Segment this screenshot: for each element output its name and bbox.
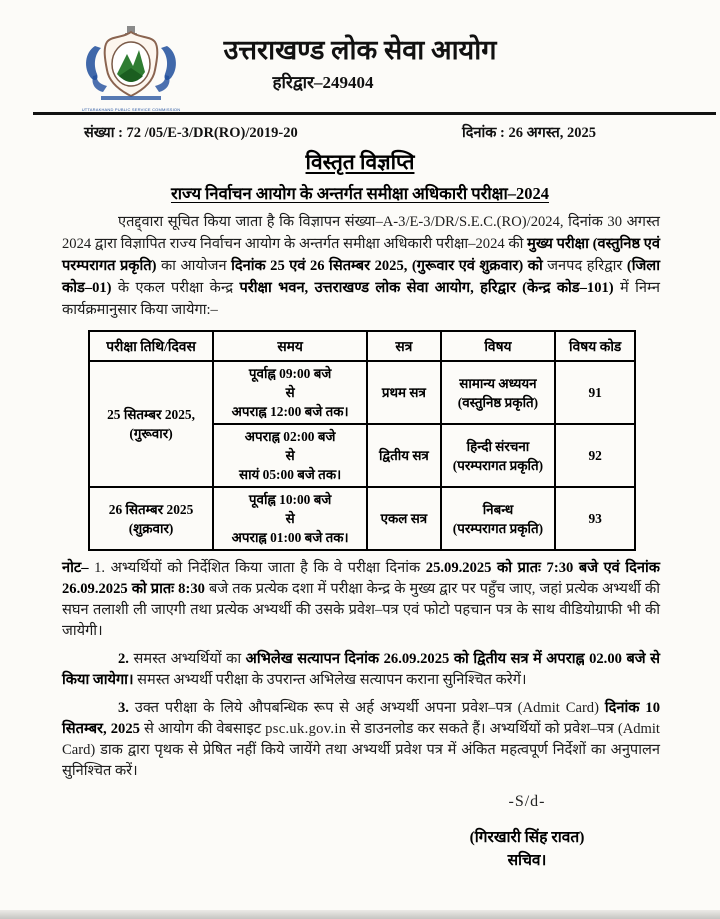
- document-subtitle: राज्य निर्वाचन आयोग के अन्तर्गत समीक्षा अधिकारी परीक्षा–2024: [170, 184, 549, 203]
- signatory-name: (गिरखारी सिंह रावत): [469, 829, 585, 846]
- exam-schedule-table: [88, 330, 636, 551]
- cell-time-session1: पूर्वाह्न 09:00 बजे से अपराह्न 12:00 बजे तक।: [213, 361, 367, 424]
- org-name: उत्तराखण्ड लोक सेवा आयोग: [223, 35, 497, 65]
- col-header-session: सत्र: [367, 331, 440, 361]
- commission-website-text: psc.uk.gov.in: [265, 721, 347, 737]
- note-2: 2. समस्त अभ्यर्थियों का अभिलेख सत्यापन दिनांक 26.09.2025 को द्वितीय सत्र में अपराह्न 02.00 बजे से किया जायेगा। समस्त अभ्यर्थी परीक्षा के उपरान्त अभिलेख सत्यापन कराना सुनिश्चित करेगें।: [62, 651, 660, 688]
- logo-caption-text: UTTARAKHAND PUBLIC SERVICE COMMISSION: [81, 107, 181, 112]
- cell-date-day2: 26 सितम्बर 2025 (शुक्रवार): [89, 487, 213, 550]
- cell-time-session2: अपराह्न 02:00 बजे से सायं 05:00 बजे तक।: [213, 424, 367, 487]
- intro-centre-name: परीक्षा भवन, उत्तराखण्ड लोक सेवा आयोग, हरिद्वार (केन्द्र कोड–101): [239, 280, 614, 296]
- intro-paragraph: एतद्द्वारा सूचित किया जाता है कि विज्ञापन संख्या–A-3/E-3/DR/S.E.C.(RO)/2024, दिनांक 30 अगस्त 2024 द्वारा विज्ञापित राज्य निर्वाचन आयोग के अन्तर्गत समीक्षा अधिकारी परीक्षा–2024 की मुख्य परीक्षा (वस्तुनिष्ठ एवं परम्परागत प्रकृति) का आयोजन दिनांक 25 एवं 26 सितम्बर 2025, (गुरूवार एवं शुक्रवार) को जनपद हरिद्वार (जिला कोड–01) के एकल परीक्षा केन्द्र परीक्षा भवन, उत्तराखण्ड लोक सेवा आयोग, हरिद्वार (केन्द्र कोड–101) में निम्न कार्यक्रमानुसार किया जायेगा:–: [62, 214, 661, 318]
- note-3: 3. उक्त परीक्षा के लिये औपबन्धिक रूप से अर्ह अभ्यर्थी अपना प्रवेश–पत्र (Admit Card) दिनांक 10 सितम्बर, 2025 से आयोग की वेबसाइट psc.uk.gov.in से डाउनलोड कर सकते हैं। अभ्यर्थियों को प्रवेश–पत्र (Admit Card) डाक द्वारा पृथक से प्रेषित नहीं किये जायेंगे तथा अभ्यर्थी प्रवेश पत्र में अंकित महत्वपूर्ण निर्देशों का अनुपालन सुनिश्चित करें।: [62, 700, 660, 779]
- col-header-date: परीक्षा तिथि/दिवस: [89, 331, 213, 361]
- intro-exam-name: मुख्य परीक्षा (वस्तुनिष्ठ एवं परम्परागत प्रकृति): [62, 236, 660, 274]
- note1-reporting-times: 25.09.2025 को प्रातः 7:30 बजे एवं दिनांक 26.09.2025 को प्रातः 8:30: [62, 560, 660, 597]
- col-header-subject: विषय: [441, 331, 556, 361]
- signature-block: [410, 793, 644, 870]
- reference-number: संख्या : 72 /05/E-3/DR(RO)/2019-20: [84, 125, 298, 141]
- notification-date: दिनांक : 26 अगस्त, 2025: [462, 125, 596, 141]
- cell-session1: प्रथम सत्र: [367, 361, 440, 424]
- table-row-day2: [89, 487, 635, 550]
- cell-subject-session2: हिन्दी संरचना (परम्परागत प्रकृति): [441, 424, 556, 487]
- document-title: विस्तृत विज्ञप्ति: [305, 150, 415, 174]
- cell-code-91: 91: [555, 361, 635, 424]
- cell-code-93: 93: [555, 487, 635, 550]
- cell-subject-day2: निबन्ध (परम्परागत प्रकृति): [441, 487, 556, 550]
- intro-district-code: (जिला कोड–01): [62, 258, 660, 296]
- cell-code-92: 92: [555, 424, 635, 487]
- col-header-code: विषय कोड: [555, 331, 635, 361]
- cell-time-day2: पूर्वाह्न 10:00 बजे से अपराह्न 01:00 बजे तक।: [213, 487, 367, 550]
- table-header-row: [89, 331, 635, 361]
- table-row-session1: [89, 361, 635, 424]
- scan-edge-shadow: [0, 910, 720, 919]
- note-label: नोट–: [62, 560, 89, 576]
- reference-row: [0, 115, 720, 142]
- note2-verification-schedule: अभिलेख सत्यापन दिनांक 26.09.2025 को द्वितीय सत्र में अपराह्न 02.00 बजे से किया जायेगा।: [62, 651, 660, 688]
- cell-date-day1: 25 सितम्बर 2025, (गुरूवार): [89, 361, 213, 487]
- cell-session2: द्वितीय सत्र: [367, 424, 440, 487]
- intro-exam-dates: दिनांक 25 एवं 26 सितम्बर 2025, (गुरूवार एवं शुक्रवार) को: [231, 258, 543, 274]
- signatory-designation: सचिव।: [507, 852, 547, 869]
- cell-session-day2: एकल सत्र: [367, 487, 440, 550]
- signed-mark: -S/d-: [508, 793, 546, 810]
- note3-admit-card-date: दिनांक 10 सितम्बर, 2025: [62, 700, 660, 737]
- letterhead: [0, 0, 720, 112]
- org-address: हरिद्वार–249404: [272, 73, 374, 92]
- cell-subject-session1: सामान्य अध्ययन (वस्तुनिष्ठ प्रकृति): [441, 361, 556, 424]
- col-header-time: समय: [213, 331, 367, 361]
- ukpsc-emblem-logo: [78, 24, 184, 112]
- intro-text: एतद्द्वारा सूचित किया जाता है कि विज्ञापन संख्या–A-3/E-3/DR/S.E.C.(RO)/2024, दिनांक 30 अगस्त 2024 द्वारा विज्ञापित राज्य निर्वाचन आयोग के अन्तर्गत समीक्षा अधिकारी परीक्षा–2024 की: [62, 214, 660, 252]
- note-1: नोट– 1. अभ्यर्थियों को निर्देशित किया जाता है कि वे परीक्षा दिनांक 25.09.2025 को प्रातः 7:30 बजे एवं दिनांक 26.09.2025 को प्रातः 8:30 बजे तक प्रत्येक दशा में परीक्षा केन्द्र के मुख्य द्वार पर पहुँच जाए, जहां प्रत्येक अभ्यर्थी की सघन तलाशी ली जाएगी तथा प्रत्येक अभ्यर्थी की उसके प्रवेश–पत्र एवं फोटो पहचान पत्र के साथ वीडियोग्राफी भी की जायेगी।: [62, 560, 660, 639]
